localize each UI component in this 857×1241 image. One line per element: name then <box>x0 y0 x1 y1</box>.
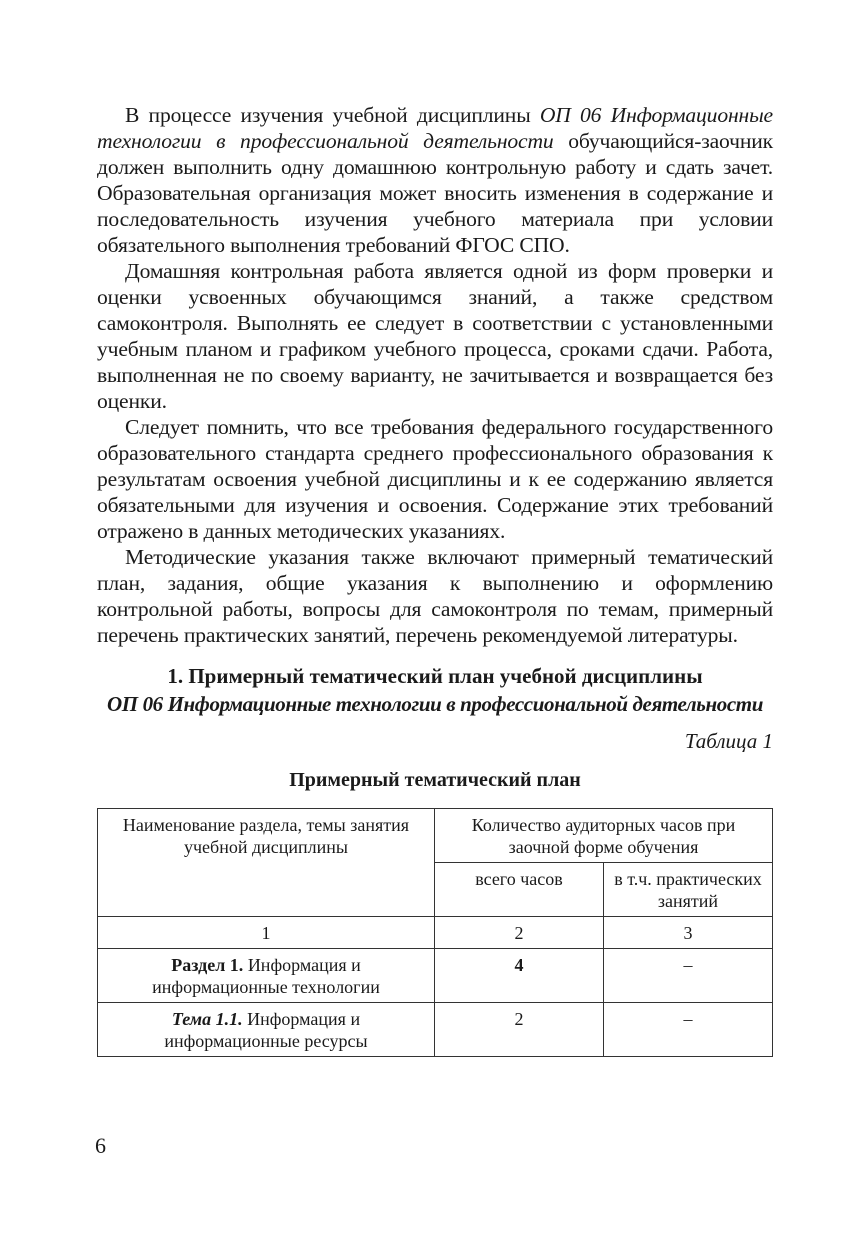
section-subtitle: ОП 06 Информационные технологии в профессиональной деятельности <box>107 692 763 716</box>
paragraph-homework: Домашняя контрольная работа является одной из форм проверки и оценки усвоенных обучающимся знаний, а также средством самоконтроля. Выполнять ее следует в соответствии с установленными учебным планом и графиком учебного процесса, сроками сдачи. Работа, выполненная не по своему варианту, не зачитывается и возвращается без оценки. <box>97 259 773 413</box>
paragraph-text: обучающийся-заочник должен выполнить одну домашнюю контрольную работу и сдать зачет. Образовательная организация может вносить изменения в содержание и последовательность изучения учебного материала при условии обязательного выполнения требований ФГОС СПО. <box>97 129 773 257</box>
section-heading <box>97 662 773 718</box>
row-prefix: Раздел 1. <box>171 955 244 975</box>
page-number: 6 <box>95 1133 106 1158</box>
row-total-value: 4 <box>514 955 524 975</box>
thematic-plan-table <box>97 808 773 1057</box>
column-number: 2 <box>435 917 604 949</box>
row-total-hours <box>435 949 604 1003</box>
row-name-cell <box>98 949 435 1003</box>
header-total-hours: всего часов <box>435 863 604 917</box>
header-hours-group: Количество аудиторных часов при заочной форме обучения <box>435 809 773 863</box>
row-practical-hours: – <box>604 1003 773 1057</box>
row-name-cell <box>98 1003 435 1057</box>
header-section-name: Наименование раздела, темы занятия учебной дисциплины <box>98 809 435 917</box>
column-number: 1 <box>98 917 435 949</box>
paragraph-standard: Следует помнить, что все требования федерального государственного образовательного стандарта среднего профессионального образования к результатам освоения учебной дисциплины и к ее содержанию является обязательными для изучения и освоения. Содержание этих требований отражено в данных методических указаниях. <box>97 415 773 543</box>
page-content <box>97 102 773 1057</box>
row-prefix: Тема 1.1. <box>171 1009 243 1029</box>
table-column-numbers-row <box>98 917 773 949</box>
table-header-row <box>98 809 773 863</box>
paragraph-intro <box>97 102 773 258</box>
table-title: Примерный тематический план <box>289 769 581 791</box>
discipline-name-italic: ОП 06 Информационные технологии в профессиональной деятельности <box>97 103 773 153</box>
column-number: 3 <box>604 917 773 949</box>
table-row <box>98 949 773 1003</box>
row-name: Информация и информационные технологии <box>152 955 380 997</box>
row-name: Информация и информационные ресурсы <box>164 1009 368 1051</box>
table-row <box>98 1003 773 1057</box>
table-label: Таблица 1 <box>684 729 773 753</box>
paragraph-guidelines: Методические указания также включают примерный тематический план, задания, общие указания к выполнению и оформлению контрольной работы, вопросы для самоконтроля по темам, примерный перечень практических занятий, перечень рекомендуемой литературы. <box>97 545 773 647</box>
row-total-hours: 2 <box>435 1003 604 1057</box>
row-practical-hours: – <box>604 949 773 1003</box>
paragraph-text: В процессе изучения учебной дисциплины <box>125 103 540 127</box>
header-practical-hours: в т.ч. практических занятий <box>604 863 773 917</box>
section-title: 1. Примерный тематический план учебной дисциплины <box>167 664 703 688</box>
